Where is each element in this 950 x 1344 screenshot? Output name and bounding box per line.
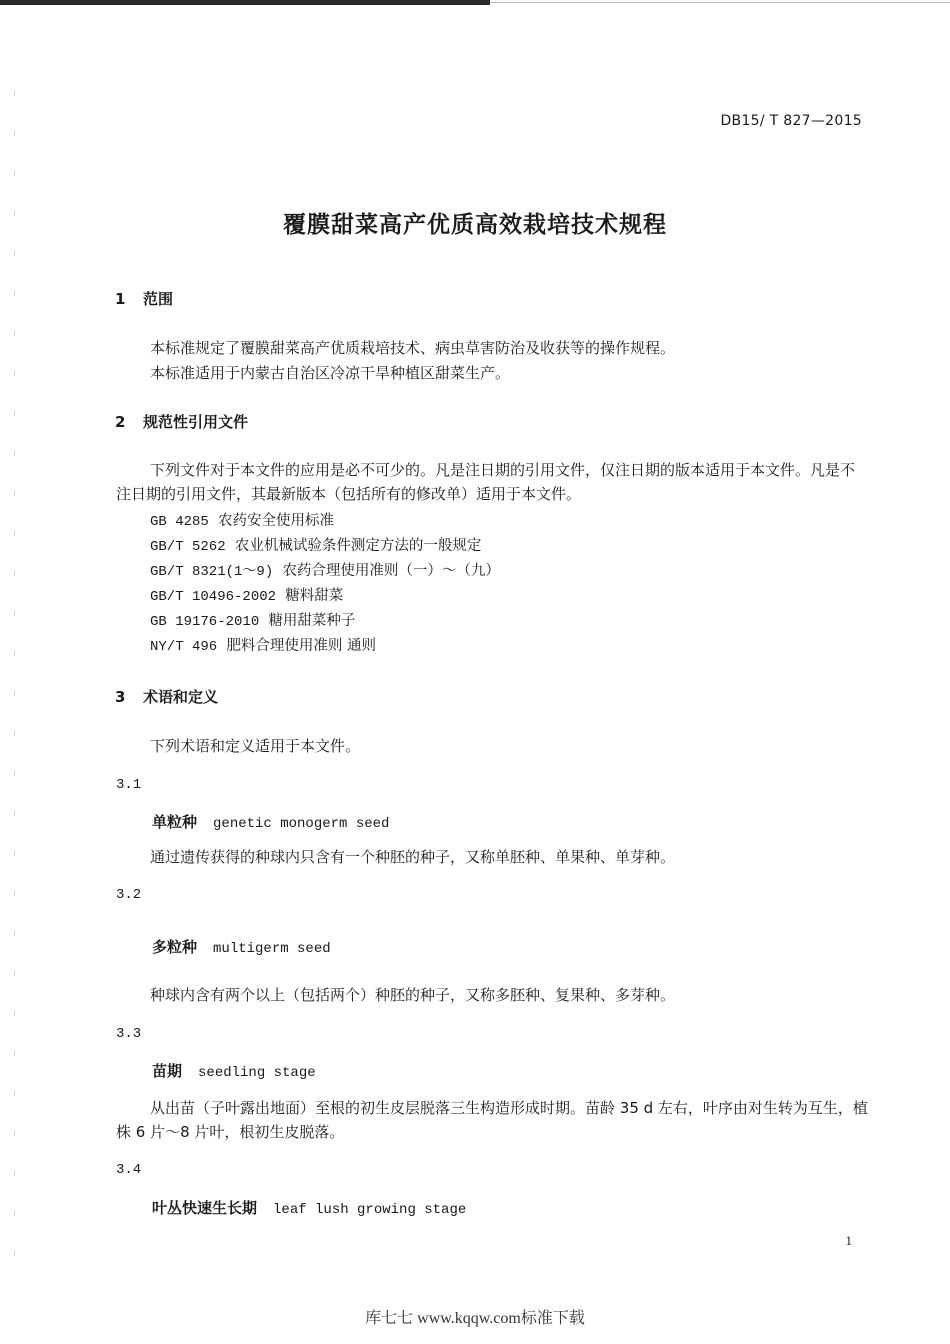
term-chinese: 叶丛快速生长期 <box>152 1199 258 1217</box>
standard-number: DB15/ T 827—2015 <box>720 113 862 129</box>
section-title: 范围 <box>143 290 174 308</box>
term-english: seedling stage <box>198 1065 316 1081</box>
reference-item <box>150 559 500 585</box>
section-3-intro: 下列术语和定义适用于本文件。 <box>150 737 361 755</box>
section-1-paragraph-1: 本标准规定了覆膜甜菜高产优质栽培技术、病虫草害防治及收获等的操作规程。 <box>150 339 676 357</box>
section-2-intro: 下列文件对于本文件的应用是必不可少的。凡是注日期的引用文件，仅注日期的版本适用于本文件。凡是不注日期的引用文件，其最新版本（包括所有的修改单）适用于本文件。 <box>116 461 856 503</box>
reference-item <box>150 634 376 660</box>
term-entry <box>152 936 331 957</box>
reference-item <box>150 584 343 610</box>
section-3-heading <box>115 686 218 707</box>
footer-watermark: 库七七 www.kqqw.com标准下载 <box>365 1310 585 1327</box>
term-chinese: 苗期 <box>152 1062 183 1080</box>
section-1-heading <box>115 288 173 309</box>
term-definition: 种球内含有两个以上（包括两个）种胚的种子，又称多胚种、复果种、多芽种。 <box>150 986 676 1004</box>
term-english: genetic monogerm seed <box>213 816 390 832</box>
reference-code: GB 19176-2010 <box>150 614 260 630</box>
section-number: 1 <box>115 290 126 308</box>
term-definition: 通过遗传获得的种球内只含有一个种胚的种子，又称单胚种、单果种、单芽种。 <box>150 848 676 866</box>
reference-item <box>150 609 355 635</box>
term-number: 3.3 <box>116 1026 142 1042</box>
reference-name: 糖料甜菜 <box>285 588 344 604</box>
term-number: 3.4 <box>116 1162 142 1178</box>
term-english: leaf lush growing stage <box>273 1202 467 1218</box>
term-number: 3.1 <box>116 777 142 793</box>
term-chinese: 单粒种 <box>152 813 198 831</box>
section-number: 3 <box>115 688 126 706</box>
term-entry <box>152 811 389 832</box>
term-chinese: 多粒种 <box>152 938 198 956</box>
reference-code: GB/T 5262 <box>150 539 226 555</box>
term-entry <box>152 1060 316 1081</box>
page-number: 1 <box>845 1233 852 1248</box>
reference-name: 农业机械试验条件测定方法的一般规定 <box>234 538 482 554</box>
reference-name: 肥料合理使用准则 通则 <box>226 638 377 654</box>
reference-code: GB/T 10496-2002 <box>150 589 277 605</box>
term-english: multigerm seed <box>213 941 331 957</box>
term-number: 3.2 <box>116 887 142 903</box>
section-2-heading <box>115 411 248 432</box>
reference-code: NY/T 496 <box>150 639 218 655</box>
section-1-paragraph-2: 本标准适用于内蒙古自治区冷凉干旱种植区甜菜生产。 <box>150 364 511 382</box>
reference-name: 糖用甜菜种子 <box>268 613 356 629</box>
section-number: 2 <box>115 413 126 431</box>
scan-top-rule <box>490 2 950 3</box>
reference-code: GB/T 8321(1～9) <box>150 564 274 580</box>
section-title: 规范性引用文件 <box>143 413 249 431</box>
reference-item <box>150 509 334 535</box>
scan-top-border <box>0 0 490 5</box>
term-definition: 从出苗（子叶露出地面）至根的初生皮层脱落三生构造形成时期。苗龄 35 d 左右，叶序由对生转为互生，植株 6 片～8 片叶，根初生皮脱落。 <box>116 1099 868 1141</box>
scan-left-edge <box>14 90 15 1290</box>
reference-name: 农药合理使用准则（一）～（九） <box>282 563 500 579</box>
reference-code: GB 4285 <box>150 514 209 530</box>
document-title: 覆膜甜菜高产优质高效栽培技术规程 <box>283 212 667 238</box>
reference-item <box>150 534 481 560</box>
reference-name: 农药安全使用标准 <box>218 513 335 529</box>
term-entry <box>152 1197 466 1218</box>
section-title: 术语和定义 <box>143 688 219 706</box>
